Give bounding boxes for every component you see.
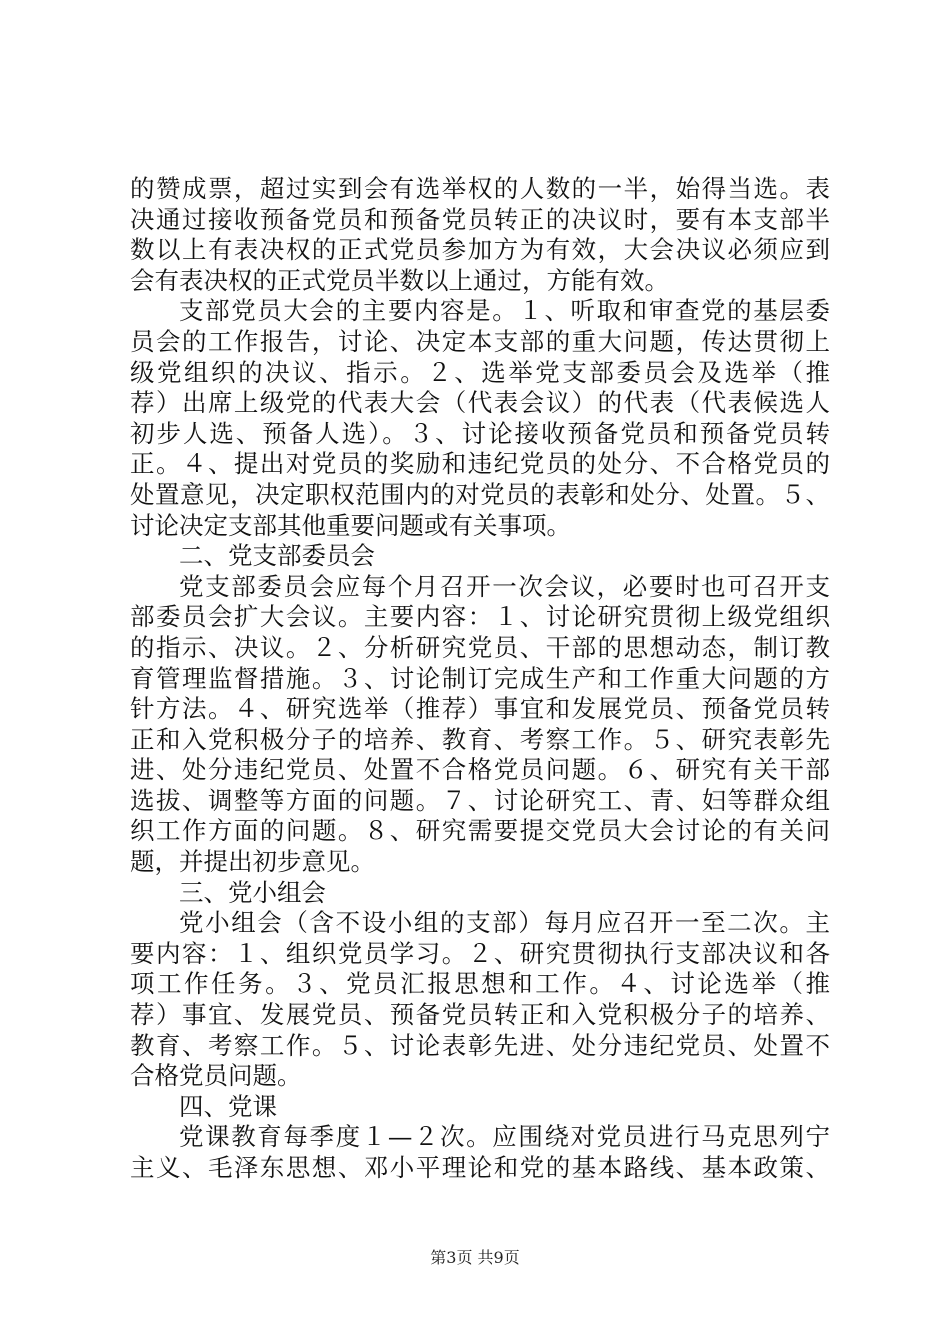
page-footer: 第3页 共9页 xyxy=(430,1248,520,1267)
text-line: 初步人选、预备人选）。３、讨论接收预备党员和预备党员转 xyxy=(130,418,830,448)
section-heading: 二、党支部委员会 xyxy=(179,541,375,571)
text-line: 支部党员大会的主要内容是。１、听取和审查党的基层委 xyxy=(179,296,830,326)
text-line: 要内容：１、组织党员学习。２、研究贯彻执行支部决议和各 xyxy=(130,938,830,968)
text-line: 育管理监督措施。３、讨论制订完成生产和工作重大问题的方 xyxy=(130,663,830,693)
text-line: 主义、毛泽东思想、邓小平理论和党的基本路线、基本政策、 xyxy=(130,1153,830,1182)
text-line: 针方法。４、研究选举（推荐）事宜和发展党员、预备党员转 xyxy=(130,694,830,724)
text-line: 织工作方面的问题。８、研究需要提交党员大会讨论的有关问 xyxy=(130,816,830,846)
text-line: 的指示、决议。２、分析研究党员、干部的思想动态，制订教 xyxy=(130,632,830,662)
text-line: 会有表决权的正式党员半数以上通过，方能有效。 xyxy=(130,265,669,295)
text-line: 项工作任务。３、党员汇报思想和工作。４、讨论选举（推 xyxy=(130,969,830,999)
text-line: 的赞成票，超过实到会有选举权的人数的一半，始得当选。表 xyxy=(130,174,830,203)
text-line: 题，并提出初步意见。 xyxy=(130,847,375,877)
text-line: 讨论决定支部其他重要问题或有关事项。 xyxy=(130,510,571,540)
text-line: 进、处分违纪党员、处置不合格党员问题。６、研究有关干部 xyxy=(130,755,830,785)
text-line: 党课教育每季度１—２次。应围绕对党员进行马克思列宁 xyxy=(179,1122,830,1152)
text-line: 教育、考察工作。５、讨论表彰先进、处分违纪党员、处置不 xyxy=(130,1030,830,1060)
document-body xyxy=(130,174,830,1184)
text-line: 荐）事宜、发展党员、预备党员转正和入党积极分子的培养、 xyxy=(130,1000,830,1030)
text-line: 荐）出席上级党的代表大会（代表会议）的代表（代表候选人 xyxy=(130,388,830,418)
text-line: 级党组织的决议、指示。２、选举党支部委员会及选举（推 xyxy=(130,357,830,387)
section-heading: 四、党课 xyxy=(179,1091,277,1121)
section-heading: 三、党小组会 xyxy=(179,877,326,907)
text-line: 决通过接收预备党员和预备党员转正的决议时，要有本支部半 xyxy=(130,204,830,234)
text-line: 正。４、提出对党员的奖励和违纪党员的处分、不合格党员的 xyxy=(130,449,830,479)
text-line: 合格党员问题。 xyxy=(130,1061,302,1091)
text-line: 员会的工作报告，讨论、决定本支部的重大问题，传达贯彻上 xyxy=(130,326,830,356)
text-line: 选拔、调整等方面的问题。７、讨论研究工、青、妇等群众组 xyxy=(130,785,830,815)
text-line: 党支部委员会应每个月召开一次会议，必要时也可召开支 xyxy=(179,571,830,601)
text-line: 党小组会（含不设小组的支部）每月应召开一至二次。主 xyxy=(179,908,830,938)
text-line: 数以上有表决权的正式党员参加方为有效，大会决议必须应到 xyxy=(130,235,830,265)
text-line: 正和入党积极分子的培养、教育、考察工作。５、研究表彰先 xyxy=(130,724,830,754)
text-line: 部委员会扩大会议。主要内容：１、讨论研究贯彻上级党组织 xyxy=(130,602,830,632)
text-line: 处置意见，决定职权范围内的对党员的表彰和处分、处置。５、 xyxy=(130,479,830,509)
